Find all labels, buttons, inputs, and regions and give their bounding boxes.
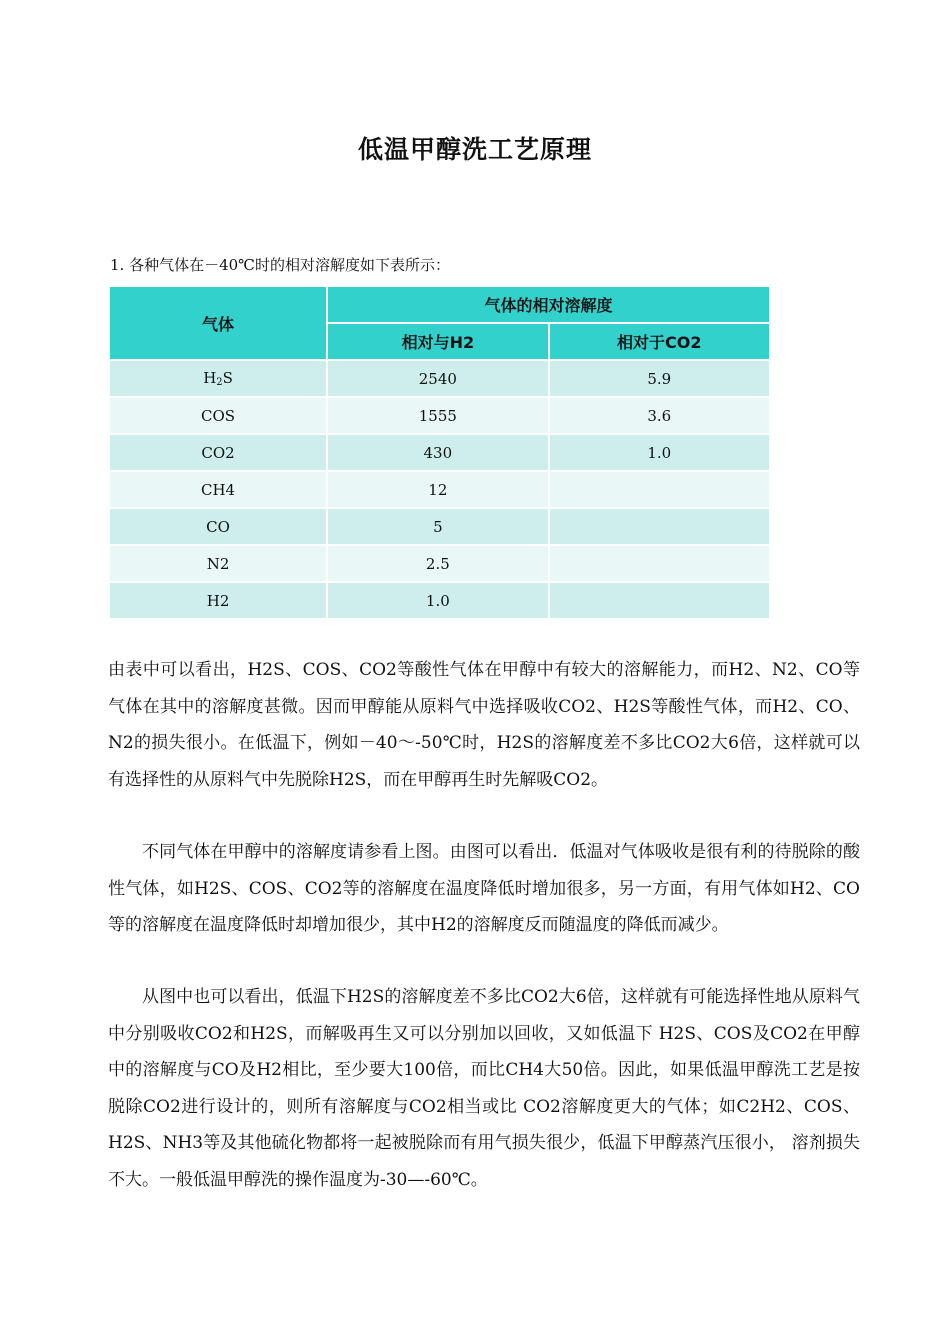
table-row bbox=[109, 545, 770, 582]
header-relative-solubility: 气体的相对溶解度 bbox=[327, 286, 770, 323]
document-title: 低温甲醇洗工艺原理 bbox=[357, 135, 592, 164]
cell-h2: 1555 bbox=[327, 397, 548, 434]
cell-h2: 2.5 bbox=[327, 545, 548, 582]
cell-co2: 3.6 bbox=[549, 397, 770, 434]
cell-gas: COS bbox=[109, 397, 327, 434]
paragraph-selectivity: 从图中也可以看出，低温下H2S的溶解度差不多比CO2大6倍，这样就有可能选择性地从原料气中分别吸收CO2和H2S，而解吸再生又可以分别加以回收，又如低温下 H2S、COS及CO2在甲醇中的溶解度与CO及H2相比，至少要大100倍，而比CH4大50倍。因此，如果低温甲醇洗工艺是按脱除CO2进行设计的，则所有溶解度与CO2相当或比 CO2溶解度更大的气体；如C2H2、COS、H2S、NH3等及其他硫化物都将一起被脱除而有用气损失很少，低温下甲醇蒸汽压很小， 溶剂损失不大。一般低温甲醇洗的操作温度为-30—-60℃。 bbox=[108, 987, 860, 1190]
table-row bbox=[109, 508, 770, 545]
table-row bbox=[109, 471, 770, 508]
table-row bbox=[109, 360, 770, 397]
table-row bbox=[109, 434, 770, 471]
cell-co2 bbox=[549, 508, 770, 545]
cell-gas: N2 bbox=[109, 545, 327, 582]
cell-co2 bbox=[549, 545, 770, 582]
cell-gas: CO2 bbox=[109, 434, 327, 471]
cell-co2: 5.9 bbox=[549, 360, 770, 397]
cell-co2 bbox=[549, 471, 770, 508]
cell-gas: H2 bbox=[109, 582, 327, 619]
cell-h2: 12 bbox=[327, 471, 548, 508]
paragraph-low-temperature: 不同气体在甲醇中的溶解度请参看上图。由图可以看出．低温对气体吸收是很有利的待脱除的酸性气体，如H2S、COS、CO2等的溶解度在温度降低时增加很多，另一方面，有用气体如H2、CO等的溶解度在温度降低时却增加很少，其中H2的溶解度反而随温度的降低而减少。 bbox=[108, 842, 860, 935]
header-relative-co2: 相对于CO2 bbox=[549, 323, 770, 360]
solubility-table bbox=[108, 285, 771, 620]
cell-co2 bbox=[549, 582, 770, 619]
table-caption: 1. 各种气体在－40℃时的相对溶解度如下表所示： bbox=[110, 256, 450, 274]
cell-h2: 2540 bbox=[327, 360, 548, 397]
table-row bbox=[109, 582, 770, 619]
header-gas: 气体 bbox=[109, 286, 327, 360]
cell-gas: CH4 bbox=[109, 471, 327, 508]
table-row bbox=[109, 397, 770, 434]
cell-gas: CO bbox=[109, 508, 327, 545]
paragraph-table-analysis: 由表中可以看出，H2S、COS、CO2等酸性气体在甲醇中有较大的溶解能力，而H2、N2、CO等气体在其中的溶解度甚微。因而甲醇能从原料气中选择吸收CO2、H2S等酸性气体，而H2、CO、N2的损失很小。在低温下，例如－40～-50℃时，H2S的溶解度差不多比CO2大6倍，这样就可以有选择性的从原料气中先脱除H2S，而在甲醇再生时先解吸CO2。 bbox=[108, 660, 860, 790]
cell-h2: 430 bbox=[327, 434, 548, 471]
cell-h2: 5 bbox=[327, 508, 548, 545]
cell-co2: 1.0 bbox=[549, 434, 770, 471]
cell-gas: $H_2S$ bbox=[109, 360, 327, 397]
cell-h2: 1.0 bbox=[327, 582, 548, 619]
header-relative-h2: 相对与H2 bbox=[327, 323, 548, 360]
